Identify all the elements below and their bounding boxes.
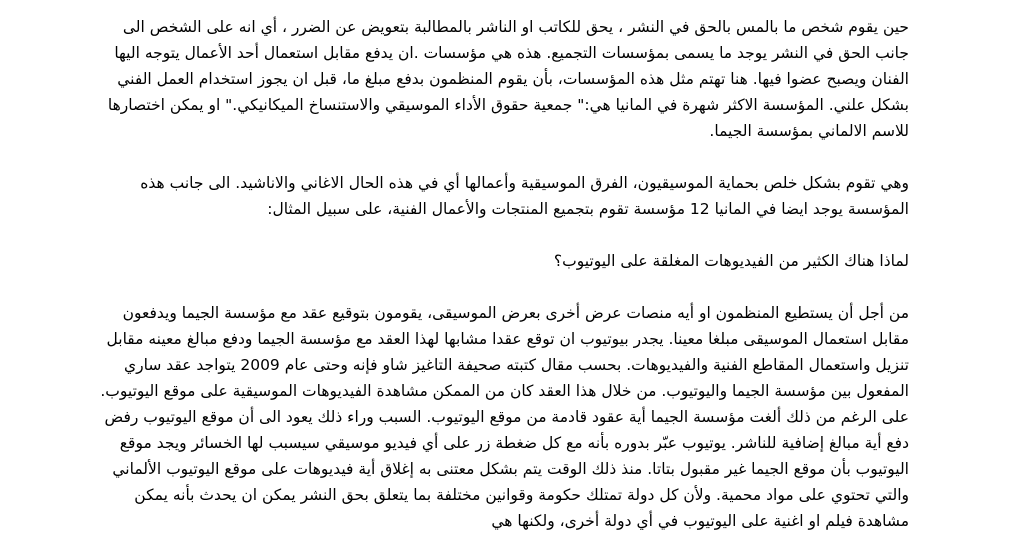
paragraph-collecting-societies: وهي تقوم بشكل خلص بحماية الموسيقيون، الفرق الموسيقية وأعمالها أي في هذه الحال الاغاني والاناشيد. الى جانب هذه المؤسسة يوجد ايضا في المانيا 12 مؤسسة تقوم بتجميع المنتجات والأعمال الفنية، على سبيل المثال: <box>140 174 909 218</box>
question-heading-blocked-videos: لماذا هناك الكثير من الفيديوهات المغلقة على اليوتيوب؟ <box>553 252 909 270</box>
paragraph-gema-youtube-dispute: من أجل أن يستطيع المنظمون او أيه منصات عرض أخرى بعرض الموسيقى، يقومون بتوقيع عقد مع مؤسسة الجيما ويدفعون مقابل استعمال الموسيقى مبلغا معينا. يجدر بيوتيوب ان توقع عقدا مشابها لهذا العقد مع مؤسسة الجيما ودفع مبالغ معينه مقابل تنزيل واستعمال المقاطع الفنية والفيديوهات. بحسب مقال كتبته صحيفة التاغيز شاو فإنه وحتى عام 2009 يتواجد عقد ساري المفعول بين مؤسسة الجيما واليوتيوب. من خلال هذا العقد كان من الممكن مشاهدة الفيديوهات الموسيقية على موقع اليوتيوب. على الرغم من ذلك ألغت مؤسسة الجيما أية عقود قادمة من موقع اليوتيوب. السبب وراء ذلك يعود الى أن موقع اليوتيوب رفض دفع أية مبالغ إضافية للناشر. يوتيوب عبّر بدوره بأنه مع كل ضغطة زر على أي فيديو موسيقي سيسبب لها الخسائر ويجد موقع اليوتيوب بأن موقع الجيما غير مقبول بتاتا. منذ ذلك الوقت يتم بشكل معتنى به إغلاق أية فيديوهات على موقع اليوتيوب الألماني والتي تحتوي على مواد محمية. ولأن كل دولة تمتلك حكومة وقوانين مختلفة بما يتعلق بحق النشر يمكن ان يحدث بأنه يمكن مشاهدة فيلم او اغنية على اليوتيوب في أي دولة أخرى، ولكنها هي <box>100 304 909 530</box>
paragraph-copyright-intro: حين يقوم شخص ما بالمس بالحق في النشر ، يحق للكاتب او الناشر بالمطالبة بتعويض عن الضرر ، أي انه على الشخص الى جانب الحق في النشر يوجد ما يسمى بمؤسسات التجميع. هذه هي مؤسسات .ان يدفع مقابل استعمال أحد الأعمال يتوجه اليها الفنان ويصبح عضوا فيها. هنا تهتم مثل هذه المؤسسات، بأن يقوم المنظمون بدفع مبلغ ما، قبل ان يجوز استخدام العمل الفني بشكل علني. المؤسسة الاكثر شهرة في المانيا هي:" جمعية حقوق الأداء الموسيقي والاستنساخ الميكانيكي." او يمكن اختصارها للاسم الالماني بمؤسسة الجيما. <box>107 18 909 140</box>
